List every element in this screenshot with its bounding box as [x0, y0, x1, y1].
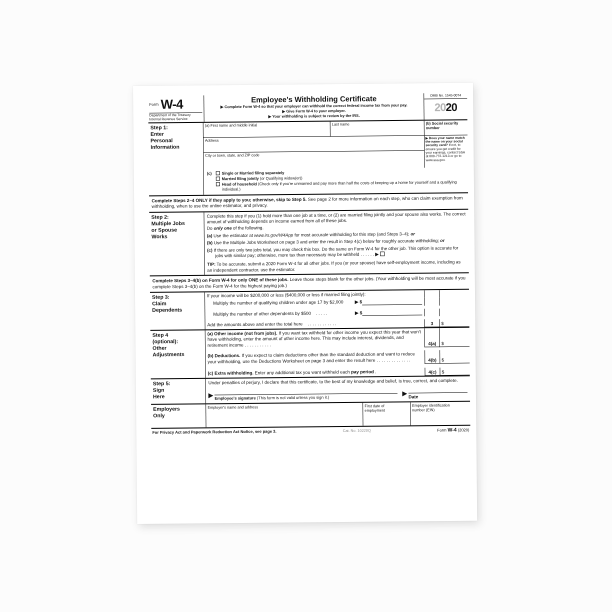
form-word: Form — [149, 102, 159, 107]
form-title: Employee's Withholding Certificate — [251, 94, 377, 105]
single-label: Single or Married filing separately — [221, 170, 285, 176]
option-a-pre: Use the estimator at — [212, 232, 255, 239]
form-footer — [151, 426, 470, 438]
step4a-box-number: 4(a) — [424, 328, 439, 347]
dependents-arrow-dollar: ▶ $ — [354, 310, 363, 316]
other-dependents-row — [205, 309, 424, 319]
tip-label: TIP: — [207, 261, 216, 268]
option-c-marker: (c) — [207, 247, 213, 253]
last-name-field[interactable] — [330, 121, 424, 137]
item-c-marker: (c) — [206, 171, 212, 176]
step4a-text: If you want tax withheld for other income you expect this year that won't have withholding, enter the amount of other income here. This may include interest, dividends, and retirement income — [207, 329, 421, 348]
signature-label: Employee's signature — [214, 395, 256, 401]
option-b-marker: (b) — [206, 240, 213, 246]
option-a-marker: (a) — [206, 233, 213, 239]
step4a-dots: . . . . . . . . . . . — [243, 342, 272, 348]
checkbox-single[interactable] — [216, 171, 220, 175]
ssn-note-detail: If not, to ensure you get credit for your earnings, contact SSA at 800-772-1213 or go to www.ssa.gov. — [425, 143, 465, 163]
year-suffix: 20 — [445, 100, 458, 114]
step4a-bold: (a) Other income (not from jobs). — [207, 330, 278, 337]
footer-form-year: (2020) — [456, 427, 470, 433]
address-label: Address — [205, 137, 219, 143]
dollar-sign: $ — [441, 369, 445, 375]
dependents-amount-blank[interactable] — [362, 311, 422, 316]
employers-label: Employers Only — [151, 404, 206, 428]
step4-section — [150, 328, 469, 380]
employers-section — [151, 402, 470, 429]
married-jointly-label-rest: (or Qualifying widow(er)) — [258, 175, 303, 181]
omb-number: OMB No. 1545-0074 — [424, 93, 467, 99]
option-b-text: Use the Multiple Jobs Worksheet on page 3 and enter the result in Step 4(c) below for roughly accurate withholding; — [212, 238, 441, 246]
form-title-box — [204, 93, 424, 121]
form-id-box — [148, 95, 204, 122]
married-jointly-label: Married filing jointly — [221, 176, 259, 182]
do-post: of the following. — [231, 225, 264, 231]
children-dolcol — [439, 297, 469, 305]
first-date-label: First date of employment — [364, 403, 386, 413]
date-arrow-icon: ▶ — [402, 389, 407, 397]
ssn-match-note — [424, 135, 467, 167]
step4b-row — [206, 350, 425, 366]
signature-line[interactable] — [215, 393, 398, 401]
paper-sheet — [133, 83, 477, 524]
step1-label: Step 1: Enter Personal Information — [148, 123, 204, 196]
form-header — [148, 93, 467, 123]
declaration-text: Under penalties of perjury, I declare that this certificate, to the best of my knowledge and belief, is true, correct, and complete. — [208, 377, 458, 386]
step3-intro: If your income will be $200,000 or less ($400,000 or less if married filing jointly): — [206, 291, 366, 299]
footer-form-word: Form — [437, 427, 448, 433]
total-text: Add the amounts above and enter the total here — [207, 321, 303, 328]
step3-label: Step 3: Claim Dependents — [150, 292, 205, 330]
step4-label: Step 4 (optional): Other Adjustments — [150, 330, 205, 378]
children-text: Multiply the number of qualifying children under age 17 by $2,000 — [213, 299, 344, 306]
date-line[interactable] — [408, 392, 467, 399]
date-label: Date — [408, 394, 419, 400]
step4b-bold: (b) Deductions. — [207, 353, 241, 359]
head-household-label: Head of household — [221, 181, 257, 187]
dept-treasury: Department of the Treasury — [149, 113, 191, 118]
omb-year-box — [424, 93, 467, 120]
step2-option-c — [207, 245, 466, 259]
checkbox-head-household[interactable] — [216, 182, 220, 186]
cat-number: Cat. No. 10220Q — [342, 428, 371, 433]
step4c-text: Enter any additional tax you want withheld each — [253, 369, 352, 376]
option-a-or: or — [410, 231, 416, 237]
step2-intro: Complete this step if you (1) hold more than one job at a time, or (2) are married filing jointly and your spouse also works. The correct amount of withholding depends on income earned from all of these jobs. — [206, 211, 466, 225]
signature-arrow-icon: ▶ — [208, 391, 214, 399]
step4c-dots: . — [373, 369, 377, 375]
w4-form-page — [133, 86, 473, 524]
step3-intro-numcol — [424, 290, 439, 298]
step3-total-amount-field[interactable] — [439, 319, 469, 327]
city-field[interactable] — [204, 151, 425, 170]
step1-section — [148, 120, 468, 196]
employer-name-field[interactable] — [206, 403, 363, 428]
form-number: W-4 — [160, 96, 183, 112]
head-household-label-rest: (Check only if you're unmarried and pay more than half the costs of keeping up a home for yourself and a qualifying individual.) — [221, 180, 457, 192]
dept-irs: Internal Revenue Service — [149, 117, 188, 122]
dollar-sign: $ — [441, 341, 445, 347]
step4c-box-number: 4(c) — [425, 368, 440, 376]
ein-label: Employer identification number (EIN) — [412, 402, 450, 413]
privacy-notice: For Privacy Act and Paperwork Reduction Act Notice, see page 3. — [152, 428, 277, 435]
step3-total-box-number: 3 — [424, 319, 439, 327]
tax-year — [424, 99, 467, 114]
checkbox-married-jointly[interactable] — [216, 177, 220, 181]
step4b-text: If you expect to claim deductions other than the standard deduction and want to reduce your withholding, use the Deductions Worksheet on page 3 and enter the result here — [207, 351, 415, 365]
steps24-note-bold: Complete Steps 2–4 ONLY if they apply to you; otherwise, skip to Step 5. — [151, 196, 307, 204]
step3-section — [150, 290, 469, 331]
first-date-field[interactable] — [363, 402, 411, 425]
children-amount-blank[interactable] — [362, 300, 422, 305]
two-jobs-checkbox[interactable] — [380, 252, 385, 257]
qualifying-children-row — [205, 298, 424, 308]
total-dots: . . . . . . . . . . . . — [307, 321, 337, 327]
step4b-amount-field[interactable] — [440, 350, 470, 364]
children-numcol — [424, 298, 439, 306]
right-arrow-icon: ▶ — [375, 251, 379, 257]
step5-section — [151, 376, 470, 404]
dependents-text: Multiply the number of other dependents by $500 — [213, 310, 312, 317]
step4c-amount-field[interactable] — [440, 367, 470, 375]
step4b-box-number: 4(b) — [425, 350, 440, 364]
do-bold: only one — [213, 225, 232, 231]
header-instruction-3: ▶ Your withholding is subject to review by the IRS. — [268, 113, 360, 119]
tip-text: To be accurate, submit a 2020 Form W-4 for all other jobs. If you (or your spouse) have self-employment income, including as an independent contractor, use the estimator. — [207, 259, 461, 273]
ein-field[interactable] — [410, 402, 470, 426]
step4c-bold: (c) Extra withholding. — [207, 370, 254, 377]
year-prefix: 20 — [434, 100, 446, 114]
form-footer-id — [437, 427, 469, 433]
step4a-row — [205, 328, 424, 349]
last-name-label: Last name — [331, 121, 350, 127]
steps24-note-rest: See page 2 for more information on each step, who can claim exemption from withholding, when to use the online estimator, and privacy. — [151, 195, 463, 209]
option-a-post: for most accurate withholding for this step (and Steps 3–4); — [293, 231, 411, 238]
step4c-bold2: pay period — [351, 369, 374, 375]
dollar-sign: $ — [441, 320, 444, 326]
option-c-text: If there are only two jobs total, you may check this box. Do the same on Form W-4 for the other job. This option is accurate for jobs with similar pay; otherwise, more tax than necessary may be withheld . . . . . . — [212, 245, 459, 259]
city-label: City or town, state, and ZIP code — [205, 152, 260, 158]
do-pre: Do — [206, 225, 214, 231]
step2-section — [149, 210, 469, 277]
ssn-note-question: ▶ Does your name match the name on your social security card? — [425, 136, 465, 148]
ssn-label: (b) Social security number — [425, 120, 459, 131]
option-a-url: www.irs.gov/W4App — [254, 232, 294, 238]
header-instruction-2: ▶ Give Form W-4 to your employer. — [282, 108, 346, 114]
filing-status-head-household[interactable] — [216, 180, 466, 192]
step2-tip — [207, 260, 466, 274]
children-arrow-dollar: ▶ $ — [354, 299, 363, 305]
dependents-numcol — [424, 308, 439, 316]
footer-form-number: W-4 — [447, 427, 457, 433]
signature-validity-note: (This form is not valid unless you sign it.) — [255, 394, 330, 401]
filing-status-group — [204, 167, 468, 195]
employer-name-label: Employer's name and address — [207, 404, 259, 410]
option-b-or: or — [440, 238, 445, 244]
ssn-field[interactable] — [424, 120, 467, 135]
step2-label: Step 2: Multiple Jobs or Spouse Works — [149, 212, 205, 275]
dependents-dots: . . . . . — [315, 310, 328, 316]
first-name-field[interactable] — [203, 121, 330, 137]
first-name-label: (a) First name and middle initial — [204, 122, 258, 128]
header-instruction-1: ▶ Complete Form W-4 so that your employer can withhold the correct federal income tax from your pay. — [220, 102, 408, 110]
step4b-dots: . . . . . . . . . . . . . . — [375, 357, 411, 363]
steps34-note-bold: Complete Steps 3–4(b) on Form W-4 for only ONE of these jobs. — [152, 277, 289, 284]
step4a-amount-field[interactable] — [439, 328, 469, 348]
step5-label: Step 5: Sign Here — [151, 379, 206, 404]
dollar-sign: $ — [441, 357, 445, 363]
dependents-dolcol — [439, 308, 469, 316]
steps34-note-rest: Leave those steps blank for the other jobs. (Your withholding will be most accurate if you complete Steps 3–4(b) on the Form W-4 for the highest paying job.) — [152, 275, 466, 290]
